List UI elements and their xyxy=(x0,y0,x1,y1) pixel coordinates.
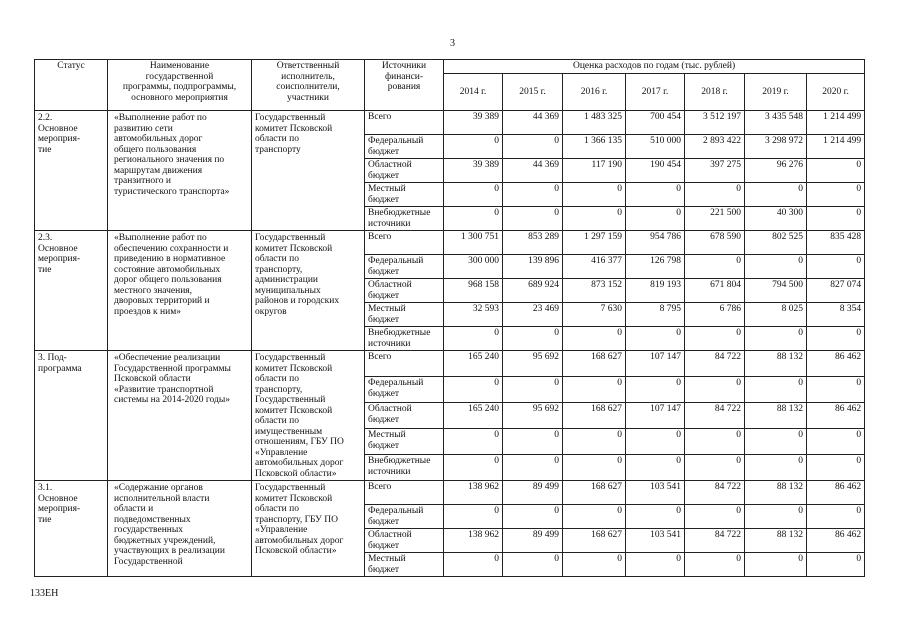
executor-cell: Государственный комитет Псковской области по транспорту, Государственный комитет Псковской области по имущественным отношениям, ГБУ ПО «Управление автомобильных дорог Псковской области» xyxy=(252,351,365,481)
value-cell: 8 354 xyxy=(807,303,865,327)
value-cell: 3 298 972 xyxy=(745,135,807,159)
source-cell: Всего xyxy=(365,351,444,377)
value-cell: 0 xyxy=(563,455,626,481)
value-cell: 0 xyxy=(807,455,865,481)
table-row xyxy=(35,231,865,255)
value-cell: 39 389 xyxy=(444,111,503,135)
value-cell: 0 xyxy=(685,255,745,279)
value-cell: 0 xyxy=(626,183,685,207)
value-cell: 1 366 135 xyxy=(563,135,626,159)
value-cell: 0 xyxy=(444,377,503,403)
value-cell: 0 xyxy=(563,377,626,403)
value-cell: 0 xyxy=(807,553,865,577)
value-cell: 32 593 xyxy=(444,303,503,327)
value-cell: 168 627 xyxy=(563,351,626,377)
value-cell: 827 074 xyxy=(807,279,865,303)
header-costs-title: Оценка расходов по годам (тыс. рублей) xyxy=(444,60,865,74)
source-cell: Местный бюджет xyxy=(365,183,444,207)
source-cell: Областной бюджет xyxy=(365,159,444,183)
value-cell: 968 158 xyxy=(444,279,503,303)
value-cell: 0 xyxy=(745,505,807,529)
value-cell: 0 xyxy=(745,455,807,481)
value-cell: 0 xyxy=(807,377,865,403)
source-cell: Федеральный бюджет xyxy=(365,255,444,279)
header-year: 2018 г. xyxy=(685,74,745,111)
value-cell: 416 377 xyxy=(563,255,626,279)
header-name: Наименование государственной программы, подпрограммы, основного мероприятия xyxy=(108,60,252,111)
value-cell: 165 240 xyxy=(444,351,503,377)
value-cell: 89 499 xyxy=(503,481,563,505)
value-cell: 671 804 xyxy=(685,279,745,303)
value-cell: 138 962 xyxy=(444,529,503,553)
source-cell: Внебюджетные источники xyxy=(365,327,444,351)
value-cell: 954 786 xyxy=(626,231,685,255)
value-cell: 168 627 xyxy=(563,403,626,429)
source-cell: Всего xyxy=(365,481,444,505)
value-cell: 0 xyxy=(807,183,865,207)
value-cell: 0 xyxy=(685,455,745,481)
executor-cell: Государственный комитет Псковской области по транспорту, ГБУ ПО «Управление автомобильных дорог Псковской области» xyxy=(252,481,365,577)
value-cell: 0 xyxy=(745,327,807,351)
value-cell: 0 xyxy=(626,455,685,481)
value-cell: 95 692 xyxy=(503,351,563,377)
value-cell: 873 152 xyxy=(563,279,626,303)
value-cell: 84 722 xyxy=(685,529,745,553)
value-cell: 689 924 xyxy=(503,279,563,303)
source-cell: Местный бюджет xyxy=(365,553,444,577)
value-cell: 44 369 xyxy=(503,159,563,183)
value-cell: 1 483 325 xyxy=(563,111,626,135)
value-cell: 0 xyxy=(807,505,865,529)
value-cell: 0 xyxy=(745,553,807,577)
value-cell: 0 xyxy=(444,327,503,351)
value-cell: 23 469 xyxy=(503,303,563,327)
executor-cell: Государственный комитет Псковской области по транспорту xyxy=(252,111,365,231)
value-cell: 802 525 xyxy=(745,231,807,255)
source-cell: Местный бюджет xyxy=(365,303,444,327)
value-cell: 7 630 xyxy=(563,303,626,327)
status-cell: 3.1. Основное мероприя- тие xyxy=(35,481,108,577)
value-cell: 0 xyxy=(745,255,807,279)
value-cell: 794 500 xyxy=(745,279,807,303)
value-cell: 0 xyxy=(444,455,503,481)
value-cell: 0 xyxy=(685,505,745,529)
value-cell: 138 962 xyxy=(444,481,503,505)
value-cell: 0 xyxy=(444,429,503,455)
value-cell: 1 214 499 xyxy=(807,111,865,135)
value-cell: 96 276 xyxy=(745,159,807,183)
table-row xyxy=(35,351,865,377)
value-cell: 835 428 xyxy=(807,231,865,255)
value-cell: 84 722 xyxy=(685,481,745,505)
table-header xyxy=(35,60,865,111)
value-cell: 0 xyxy=(503,207,563,231)
value-cell: 95 692 xyxy=(503,403,563,429)
source-cell: Местный бюджет xyxy=(365,429,444,455)
source-cell: Областной бюджет xyxy=(365,529,444,553)
source-cell: Федеральный бюджет xyxy=(365,377,444,403)
header-year: 2015 г. xyxy=(503,74,563,111)
value-cell: 126 798 xyxy=(626,255,685,279)
value-cell: 0 xyxy=(626,553,685,577)
value-cell: 86 462 xyxy=(807,403,865,429)
value-cell: 0 xyxy=(745,429,807,455)
value-cell: 0 xyxy=(745,183,807,207)
value-cell: 0 xyxy=(563,553,626,577)
source-cell: Федеральный бюджет xyxy=(365,505,444,529)
header-year: 2019 г. xyxy=(745,74,807,111)
value-cell: 0 xyxy=(807,327,865,351)
value-cell: 0 xyxy=(503,553,563,577)
source-cell: Внебюджетные источники xyxy=(365,455,444,481)
value-cell: 0 xyxy=(626,429,685,455)
value-cell: 6 786 xyxy=(685,303,745,327)
value-cell: 107 147 xyxy=(626,403,685,429)
status-cell: 2.2. Основное мероприя- тие xyxy=(35,111,108,231)
value-cell: 165 240 xyxy=(444,403,503,429)
source-cell: Всего xyxy=(365,111,444,135)
value-cell: 0 xyxy=(685,327,745,351)
value-cell: 0 xyxy=(685,553,745,577)
value-cell: 2 893 422 xyxy=(685,135,745,159)
value-cell: 0 xyxy=(685,377,745,403)
value-cell: 0 xyxy=(503,429,563,455)
value-cell: 510 000 xyxy=(626,135,685,159)
header-year: 2014 г. xyxy=(444,74,503,111)
value-cell: 84 722 xyxy=(685,351,745,377)
value-cell: 3 512 197 xyxy=(685,111,745,135)
value-cell: 0 xyxy=(807,429,865,455)
source-cell: Областной бюджет xyxy=(365,279,444,303)
value-cell: 3 435 548 xyxy=(745,111,807,135)
value-cell: 44 369 xyxy=(503,111,563,135)
value-cell: 139 896 xyxy=(503,255,563,279)
value-cell: 0 xyxy=(503,505,563,529)
value-cell: 0 xyxy=(563,327,626,351)
value-cell: 300 000 xyxy=(444,255,503,279)
value-cell: 39 389 xyxy=(444,159,503,183)
value-cell: 86 462 xyxy=(807,481,865,505)
value-cell: 0 xyxy=(563,505,626,529)
value-cell: 700 454 xyxy=(626,111,685,135)
value-cell: 0 xyxy=(444,553,503,577)
expense-table xyxy=(34,59,865,577)
value-cell: 0 xyxy=(563,207,626,231)
source-cell: Внебюджетные источники xyxy=(365,207,444,231)
value-cell: 1 214 499 xyxy=(807,135,865,159)
value-cell: 0 xyxy=(807,159,865,183)
value-cell: 86 462 xyxy=(807,351,865,377)
value-cell: 1 297 159 xyxy=(563,231,626,255)
header-year: 2016 г. xyxy=(563,74,626,111)
value-cell: 0 xyxy=(444,135,503,159)
value-cell: 89 499 xyxy=(503,529,563,553)
value-cell: 221 500 xyxy=(685,207,745,231)
value-cell: 0 xyxy=(807,207,865,231)
executor-cell: Государственный комитет Псковской области по транспорту, администрации муниципальных районов и городских округов xyxy=(252,231,365,351)
name-cell: «Выполнение работ по обеспечению сохранности и приведению в нормативное состояние автомобильных дорог общего пользования местного значения, дворовых территорий и проездов к ним» xyxy=(108,231,252,351)
name-cell: «Содержание органов исполнительной власти области и подведомственных государственных бюджетных учреждений, участвующих в реализации Государственной xyxy=(108,481,252,577)
value-cell: 107 147 xyxy=(626,351,685,377)
source-cell: Областной бюджет xyxy=(365,403,444,429)
value-cell: 117 190 xyxy=(563,159,626,183)
source-cell: Федеральный бюджет xyxy=(365,135,444,159)
value-cell: 8 795 xyxy=(626,303,685,327)
status-cell: 3. Под- программа xyxy=(35,351,108,481)
table-row xyxy=(35,481,865,505)
value-cell: 190 454 xyxy=(626,159,685,183)
value-cell: 86 462 xyxy=(807,529,865,553)
footer-code: 133ЕН xyxy=(30,588,59,599)
header-year: 2017 г. xyxy=(626,74,685,111)
value-cell: 0 xyxy=(807,255,865,279)
table-row xyxy=(35,111,865,135)
value-cell: 40 300 xyxy=(745,207,807,231)
value-cell: 103 541 xyxy=(626,481,685,505)
status-cell: 2.3. Основное мероприя- тие xyxy=(35,231,108,351)
value-cell: 88 132 xyxy=(745,529,807,553)
value-cell: 0 xyxy=(626,327,685,351)
header-executor: Ответственный исполнитель, соисполнители, участники xyxy=(252,60,365,111)
value-cell: 0 xyxy=(444,183,503,207)
value-cell: 0 xyxy=(563,429,626,455)
value-cell: 0 xyxy=(563,183,626,207)
table-body xyxy=(35,111,865,577)
value-cell: 0 xyxy=(745,377,807,403)
value-cell: 0 xyxy=(626,505,685,529)
value-cell: 0 xyxy=(685,429,745,455)
value-cell: 8 025 xyxy=(745,303,807,327)
value-cell: 0 xyxy=(503,183,563,207)
header-status: Статус xyxy=(35,60,108,111)
value-cell: 1 300 751 xyxy=(444,231,503,255)
name-cell: «Выполнение работ по развитию сети автомобильных дорог общего пользования регионального значения по маршрутам движения транзитного и туристического транспорта» xyxy=(108,111,252,231)
value-cell: 168 627 xyxy=(563,481,626,505)
page-number: 3 xyxy=(450,38,455,49)
value-cell: 0 xyxy=(626,207,685,231)
value-cell: 0 xyxy=(503,377,563,403)
value-cell: 397 275 xyxy=(685,159,745,183)
value-cell: 103 541 xyxy=(626,529,685,553)
value-cell: 0 xyxy=(503,327,563,351)
value-cell: 678 590 xyxy=(685,231,745,255)
value-cell: 0 xyxy=(503,455,563,481)
value-cell: 853 289 xyxy=(503,231,563,255)
name-cell: «Обеспечение реализации Государственной программы Псковской области «Развитие транспортной системы на 2014-2020 годы» xyxy=(108,351,252,481)
value-cell: 88 132 xyxy=(745,481,807,505)
value-cell: 0 xyxy=(444,505,503,529)
value-cell: 0 xyxy=(626,377,685,403)
value-cell: 0 xyxy=(685,183,745,207)
value-cell: 0 xyxy=(444,207,503,231)
header-year: 2020 г. xyxy=(807,74,865,111)
value-cell: 88 132 xyxy=(745,351,807,377)
value-cell: 168 627 xyxy=(563,529,626,553)
value-cell: 84 722 xyxy=(685,403,745,429)
value-cell: 819 193 xyxy=(626,279,685,303)
value-cell: 0 xyxy=(503,135,563,159)
value-cell: 88 132 xyxy=(745,403,807,429)
source-cell: Всего xyxy=(365,231,444,255)
header-sources: Источники финанси- рования xyxy=(365,60,444,111)
